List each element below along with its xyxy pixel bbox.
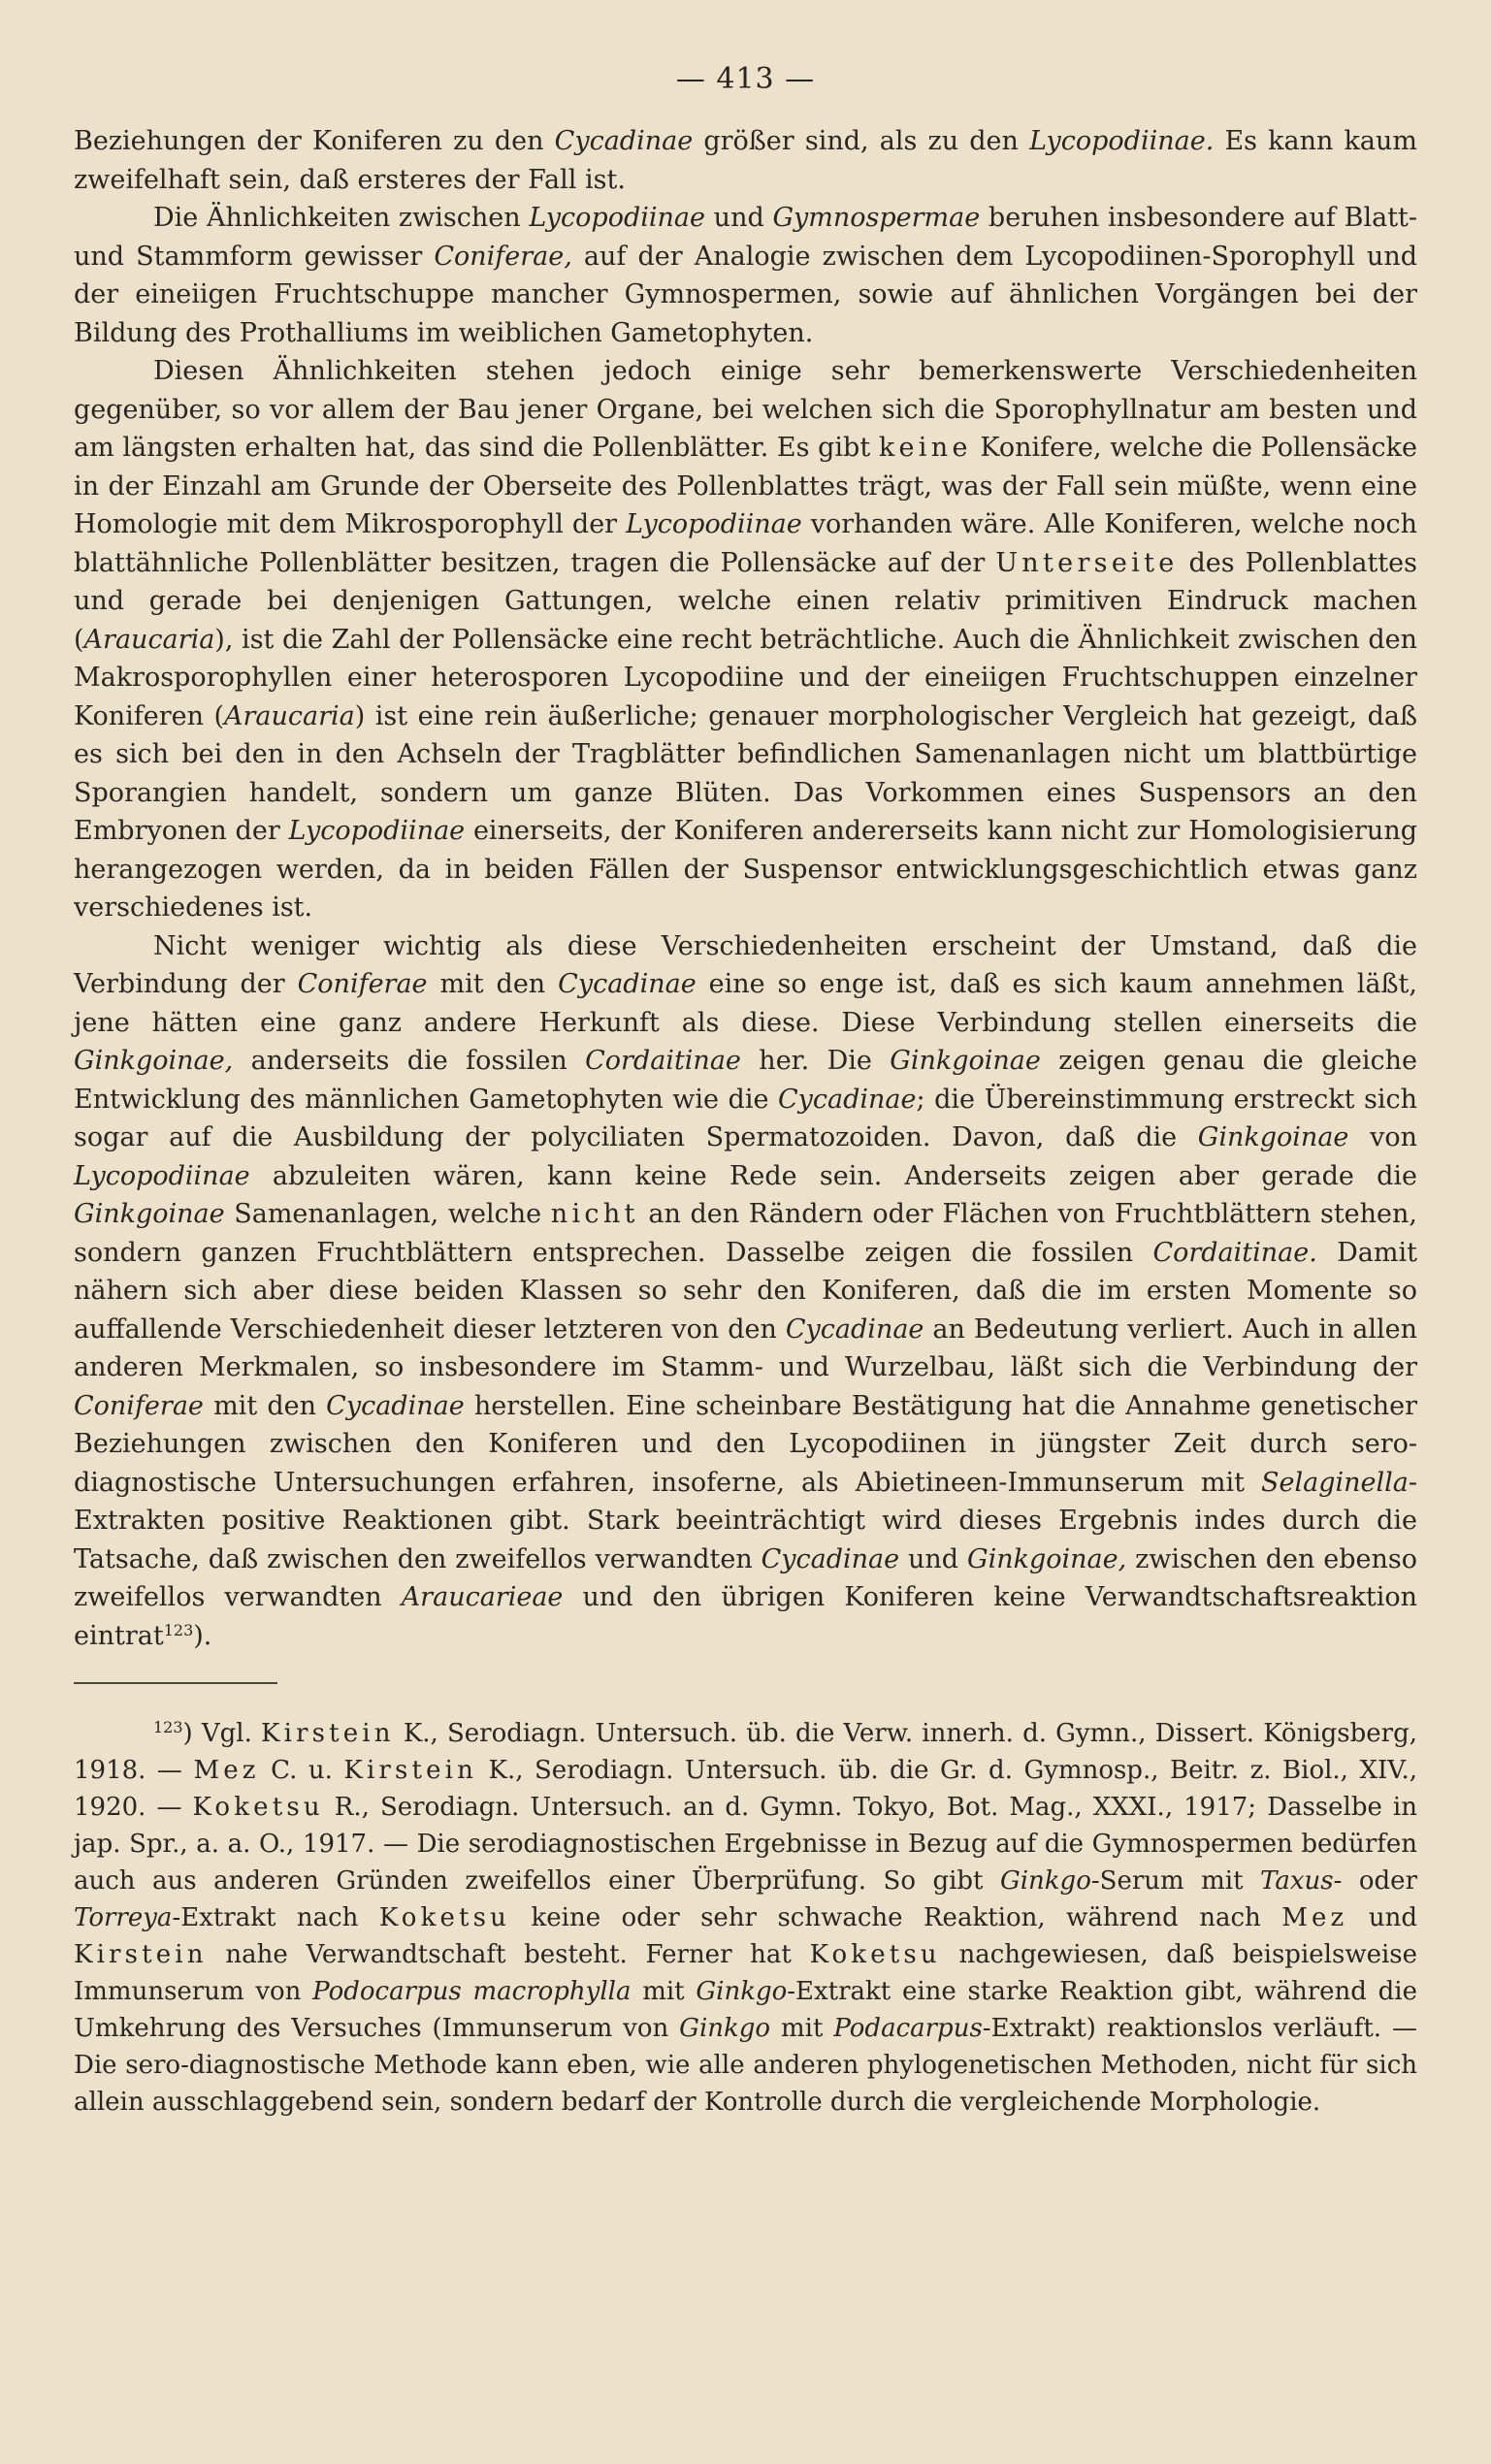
italic-term: Coniferae [74, 1390, 204, 1421]
spaced-emphasis: Mez [1281, 1903, 1348, 1932]
spaced-emphasis: Koketsu [809, 1940, 941, 1969]
text-run: größer sind, als zu den [693, 126, 1030, 156]
footnote-marker: 123 [163, 1620, 194, 1639]
spaced-emphasis: Kirstein [343, 1756, 478, 1785]
text-run: mit den [203, 1390, 327, 1421]
text-run: ; die Übereinstimmung erstreckt sich sogar auf die Ausbildung der polyciliaten Spermatozoiden. Davon, daß die [74, 1084, 1418, 1152]
italic-term: Ginkgo [696, 1977, 788, 2006]
italic-term: Cordaitinae [585, 1046, 741, 1076]
text-run: auf der Analogie zwischen dem Lycopodiinen-Sporophyll und der eineiigen Fruchtschuppe mancher Gymnospermen, sowie auf ähnlichen Vorgängen bei der Bildung des Prothalliums im weiblichen Gametophyten. [74, 241, 1417, 348]
italic-term: Cycadinae [777, 1084, 917, 1115]
paragraph [74, 199, 1417, 352]
italic-term: Coniferae [297, 969, 428, 999]
italic-term: Ginkgoinae, [967, 1543, 1127, 1574]
text-run: mit [631, 1977, 697, 2006]
text-run: an Bedeutung verliert. Auch in allen anderen Merkmalen, so insbesondere im Stamm- und Wurzelbau, läßt sich die Verbindung der [74, 1313, 1418, 1382]
text-run: R., Serodiagn. Untersuch. an d. Gymn. Tokyo, Bot. Mag., XXXI., 1917; Dasselbe in jap. Spr., a. a. O., 1917. — Die serodiagnostischen Ergebnisse in Bezug auf die Gymnospermen bedürfen auch aus anderen Gründen zweifellos einer Überprüfung. So gibt [74, 1793, 1417, 1896]
paragraph [74, 927, 1417, 1656]
italic-term: Ginkgo [679, 2014, 771, 2043]
text-run: abzuleiten wären, kann keine Rede sein. Anderseits zeigen aber gerade die [249, 1160, 1417, 1191]
text-run: nahe Verwandtschaft besteht. Ferner hat [207, 1940, 810, 1969]
body-text [74, 122, 1417, 1655]
italic-term: Cycadinae [761, 1543, 900, 1574]
text-run: herstellen. Eine scheinbare Bestätigung hat die Annahme genetischer Beziehungen zwischen den Koniferen und den Lycopodiinen in jüngster Zeit durch sero-diagnostische Untersuchungen erfahren, insoferne, als Abietineen-Immunserum mit [74, 1390, 1417, 1498]
text-run: anderseits die fossilen [233, 1046, 586, 1076]
spaced-emphasis: nicht [550, 1199, 639, 1229]
text-run: Die Ähnlichkeiten zwischen [153, 203, 530, 233]
italic-term: Torreya [74, 1903, 173, 1932]
text-run: nachgewiesen, daß beispielsweise Immunserum von [74, 1940, 1418, 2006]
italic-term: Cycadinae [558, 969, 697, 999]
text-run: und den übrigen Koniferen keine Verwandtschaftsreaktion eintrat [74, 1582, 1417, 1651]
italic-term: Lycopodiinae [529, 203, 705, 233]
text-run: -Extrakt nach [172, 1903, 379, 1932]
text-run: und [899, 1543, 967, 1574]
italic-term: Ginkgoinae, [74, 1046, 234, 1076]
italic-term: Araucaria [83, 624, 215, 655]
italic-term: Taxus [1260, 1866, 1334, 1896]
italic-term: Cycadinae [785, 1313, 924, 1345]
text-run: mit [770, 2014, 834, 2043]
italic-term: Cordaitinae. [1152, 1237, 1317, 1268]
text-run: einerseits, der Koniferen andererseits kann nicht zur Homologisierung herangezogen werden, da in beiden Fällen der Suspensor entwicklungsgeschichtlich etwas ganz verschiedenes ist. [74, 816, 1417, 923]
text-run: an den Rändern oder Flächen von Fruchtblättern stehen, sondern ganzen Fruchtblättern entsprechen. Dasselbe zeigen die fossilen [74, 1199, 1417, 1268]
text-run: vorhanden wäre. Alle Koniferen, welche noch blattähnliche Pollenblätter besitzen, tragen die Pollensäcke auf der [74, 509, 1417, 578]
footnote [74, 1715, 1417, 2121]
italic-term: Selaginella [1261, 1467, 1409, 1498]
italic-term: Lycopodiinae [626, 509, 802, 539]
spaced-emphasis: Koketsu [192, 1793, 324, 1822]
text-run: Nicht weniger wichtig als diese Verschiedenheiten erscheint der Umstand, daß die Verbindung der [74, 930, 1417, 999]
italic-term: Lycopodiinae [74, 1160, 250, 1191]
italic-term: Ginkgoinae [1197, 1122, 1349, 1152]
footnote-text [74, 1715, 1417, 2121]
spaced-emphasis: Kirstein [74, 1940, 208, 1969]
italic-term: Cycadinae [326, 1390, 465, 1421]
text-run: -Serum mit [1090, 1866, 1261, 1896]
text-run: ) Vgl. [182, 1719, 261, 1748]
footnote-marker: 123 [153, 1718, 183, 1736]
italic-term: Ginkgoinae [890, 1046, 1041, 1076]
text-run: und [704, 203, 773, 233]
paragraph [74, 352, 1417, 927]
text-run: Konifere, welche die Pollensäcke in der Einzahl am Grunde der Oberseite des Pollenblattes trägt, was der Fall sein müßte, wenn eine Homologie mit dem Mikrosporophyll der [74, 433, 1417, 539]
text-run: C. u. [259, 1756, 344, 1785]
text-run: Damit nähern sich aber diese beiden Klassen so sehr den Koniferen, daß die im ersten Momente so auffallende Verschiedenheit dieser letzteren von den [74, 1237, 1417, 1345]
text-run: Samenanlagen, welche [224, 1199, 551, 1229]
italic-term: Podacarpus [833, 2014, 983, 2043]
italic-term: Araucaria [224, 700, 355, 731]
italic-term: Gymnospermae [772, 203, 981, 233]
text-run: und [1347, 1903, 1417, 1932]
text-run: keine oder sehr schwache Reaktion, während nach [510, 1903, 1282, 1932]
text-run: ), ist die Zahl der Pollensäcke eine recht beträchtliche. Auch die Ähnlichkeit zwischen den Makrosporophyllen einer heterosporen Lycopodiine und der eineiigen Fruchtschuppen einzelner Koniferen ( [74, 624, 1417, 731]
text-run: zeigen genau die gleiche Entwicklung des männlichen Gametophyten wie die [74, 1046, 1417, 1115]
text-run: zwischen den ebenso zweifellos verwandten [74, 1543, 1417, 1612]
text-run: eine so enge ist, daß es sich kaum annehmen läßt, jene hätten eine ganz andere Herkunft als diese. Diese Verbindung stellen einerseits die [74, 969, 1417, 1038]
italic-term: Lycopodiinae [288, 816, 466, 846]
italic-term: Araucarieae [401, 1582, 564, 1612]
italic-term: Podocarpus macrophylla [312, 1977, 632, 2006]
paragraph [74, 122, 1417, 199]
footnote-divider [74, 1682, 277, 1684]
spaced-emphasis: keine [878, 433, 972, 463]
spaced-emphasis: Koketsu [378, 1903, 511, 1932]
spaced-emphasis: Mez [193, 1756, 260, 1785]
italic-term: Lycopodiinae. [1029, 126, 1215, 156]
text-run: ) ist eine rein äußerliche; genauer morphologischer Vergleich hat gezeigt, daß es sich bei den in den Achseln der Tragblätter befindlichen Samenanlagen nicht um blattbürtige Sporangien handelt, sondern um ganze Blüten. Das Vorkommen eines Suspensors an den Embryonen der [74, 700, 1417, 846]
page-number: — 413 — [675, 62, 816, 96]
italic-term: Coniferae, [434, 241, 572, 272]
italic-term: Ginkgo [999, 1866, 1091, 1896]
italic-term: Ginkgoinae [74, 1199, 225, 1229]
text-run: -Extrakten positive Reaktionen gibt. Stark beeinträchtigt wird dieses Ergebnis indes durch die Tatsache, daß zwischen den zweifellos verwandten [74, 1467, 1417, 1574]
text-run: -Extrakt eine starke Reaktion gibt, während die Umkehrung des Versuches (Immunserum von [74, 1977, 1418, 2043]
text-run: ). [193, 1620, 212, 1651]
text-run: beruhen insbesondere auf Blatt- und Stammform gewisser [74, 203, 1418, 272]
text-run: von [1348, 1122, 1417, 1152]
text-run: her. Die [740, 1046, 891, 1076]
text-run: -Extrakt) reaktionslos verläuft. — Die sero-diagnostische Methode kann eben, wie alle anderen phylogenetischen Methoden, nicht für sich allein ausschlaggebend sein, sondern bedarf der Kontrolle durch die vergleichende Morphologie. [74, 2014, 1417, 2117]
spaced-emphasis: Kirstein [261, 1719, 395, 1748]
text-run: des Pollenblattes und gerade bei denjenigen Gattungen, welche einen relativ primitiven Eindruck machen ( [74, 547, 1417, 655]
spaced-emphasis: Unterseite [995, 547, 1179, 578]
text-run: Beziehungen der Koniferen zu den [74, 126, 555, 156]
text-run: mit den [427, 969, 559, 999]
italic-term: Cycadinae [554, 126, 694, 156]
text-run: K., Serodiagn. Untersuch. üb. die Gr. d. Gymnosp., Beitr. z. Biol., XIV., 1920. — [74, 1756, 1417, 1822]
text-run: K., Serodiagn. Untersuch. üb. die Verw. innerh. d. Gymn., Dissert. Königsberg, 1918. — [74, 1719, 1417, 1785]
text-run: - oder [1333, 1866, 1417, 1896]
text-run: Es kann kaum zweifelhaft sein, daß ersteres der Fall ist. [74, 126, 1418, 195]
text-run: Diesen Ähnlichkeiten stehen jedoch einige sehr bemerkenswerte Verschiedenheiten gegenüber, so vor allem der Bau jener Organe, bei welchen sich die Sporophyllnatur am besten und am längsten erhalten hat, das sind die Pollenblätter. Es gibt [74, 356, 1417, 463]
